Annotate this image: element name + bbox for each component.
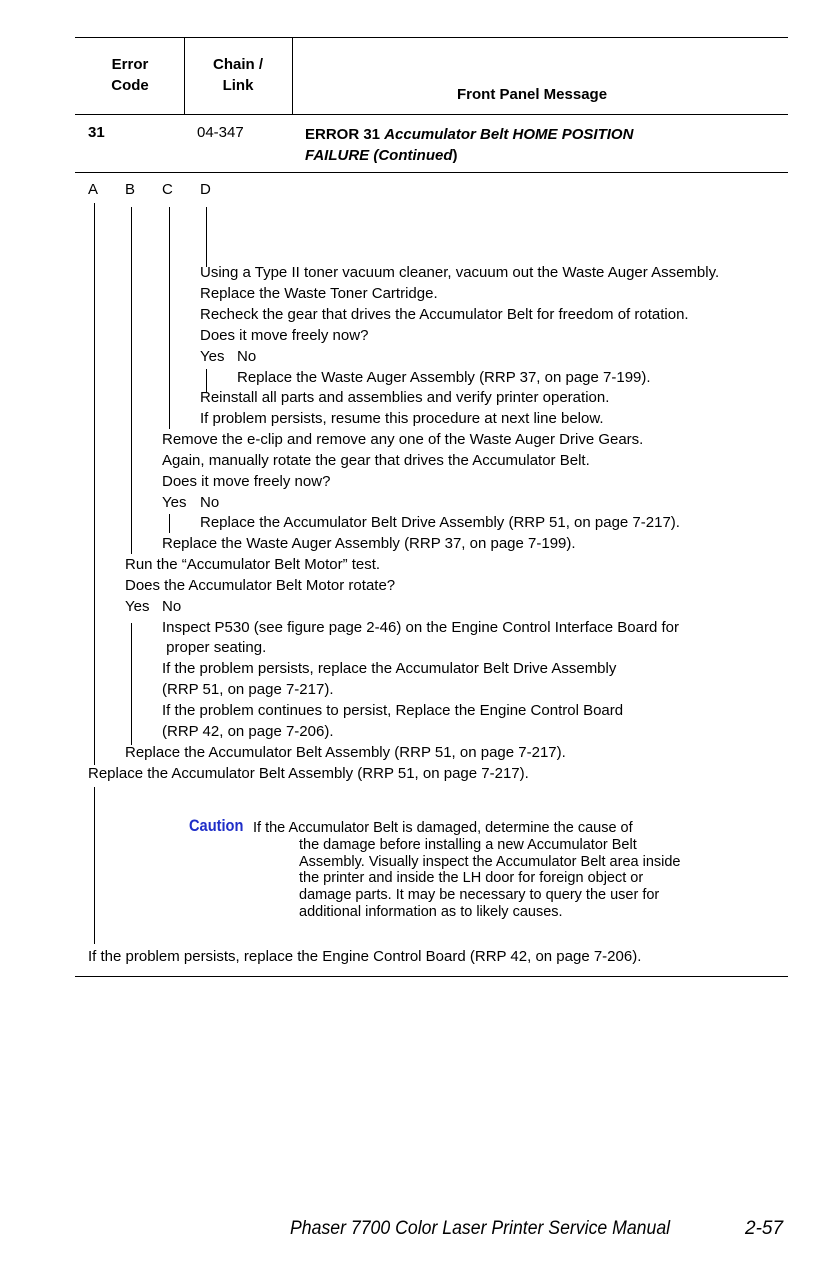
step-proper-seating: proper seating. <box>162 639 267 656</box>
front-panel-message <box>305 124 633 166</box>
step-replace-belt-drive-2: If the problem persists, replace the Accumulator Belt Drive Assembly <box>162 660 617 677</box>
step-question-move-freely-2: Does it move freely now? <box>162 473 331 490</box>
column-b: B <box>125 181 136 198</box>
header-divider-1 <box>184 37 185 114</box>
step-yes-3: Yes <box>125 598 150 615</box>
step-replace-engine-control-final: If the problem persists, replace the Engine Control Board (RRP 42, on page 7-206). <box>88 948 642 965</box>
step-rotate-gear: Again, manually rotate the gear that drives the Accumulator Belt. <box>162 452 590 469</box>
error-message-line1: Accumulator Belt HOME POSITION <box>384 126 634 143</box>
step-rrp-42-ref: (RRP 42, on page 7-206). <box>162 723 334 740</box>
step-question-motor-rotate: Does the Accumulator Belt Motor rotate? <box>125 577 396 594</box>
step-rrp-51-ref: (RRP 51, on page 7-217). <box>162 681 334 698</box>
step-remove-eclip: Remove the e-clip and remove any one of the Waste Auger Drive Gears. <box>162 431 644 448</box>
flow-line-b <box>131 207 132 554</box>
step-inspect-p530: Inspect P530 (see figure page 2-46) on the Engine Control Interface Board for <box>162 619 679 636</box>
header-error-code <box>90 54 170 96</box>
step-replace-waste-toner: Replace the Waste Toner Cartridge. <box>200 285 438 302</box>
header-divider-2 <box>292 37 293 114</box>
step-question-move-freely-1: Does it move freely now? <box>200 327 369 344</box>
column-d: D <box>200 181 211 198</box>
header-front-panel-message: Front Panel Message <box>457 86 608 103</box>
step-replace-waste-auger-1: Replace the Waste Auger Assembly (RRP 37, on page 7-199). <box>237 369 651 386</box>
header-link-label: Link <box>222 77 254 94</box>
flow-line-b2 <box>131 623 132 745</box>
table-top-rule <box>75 37 788 38</box>
step-no-3: No <box>162 598 182 615</box>
step-no-2: No <box>200 494 220 511</box>
column-a: A <box>88 181 99 198</box>
step-replace-engine-control-1: If the problem continues to persist, Replace the Engine Control Board <box>162 702 624 719</box>
step-replace-belt-assembly-1: Replace the Accumulator Belt Assembly (RRP 51, on page 7-217). <box>125 744 566 761</box>
footer-manual-title: Phaser 7700 Color Laser Printer Service Manual <box>290 1218 671 1239</box>
table-bottom-rule <box>75 976 788 977</box>
step-no-1: No <box>237 348 257 365</box>
step-run-motor-test: Run the “Accumulator Belt Motor” test. <box>125 556 381 573</box>
footer-page-number: 2-57 <box>745 1218 784 1239</box>
error-code-value: 31 <box>88 124 105 141</box>
step-yes-2: Yes <box>162 494 187 511</box>
column-c: C <box>162 181 173 198</box>
step-replace-belt-drive-1: Replace the Accumulator Belt Drive Assembly (RRP 51, on page 7-217). <box>200 514 680 531</box>
flow-line-c2 <box>169 514 170 533</box>
flow-line-d <box>206 207 207 267</box>
caution-label: Caution <box>189 816 244 835</box>
step-recheck-gear: Recheck the gear that drives the Accumulator Belt for freedom of rotation. <box>200 306 689 323</box>
header-chain-link <box>198 54 278 96</box>
error-message-line2-end: ) <box>452 147 458 164</box>
step-vacuum-waste-auger: Using a Type II toner vacuum cleaner, vacuum out the Waste Auger Assembly. <box>200 264 720 281</box>
header-code-label: Code <box>111 77 149 94</box>
flow-line-a2 <box>94 787 95 944</box>
step-yes-1: Yes <box>200 348 225 365</box>
chain-link-value: 04-347 <box>197 124 244 141</box>
flow-line-c <box>169 207 170 429</box>
header-chain-label: Chain / <box>212 56 263 73</box>
header-error-label: Error <box>111 56 149 73</box>
error-message-line2: FAILURE (Continued <box>305 147 453 164</box>
caution-body: the damage before installing a new Accumulator Belt Assembly. Visually inspect the Accumulator Belt area inside the printer and inside the LH door for foreign object or damage parts. It may be necessary to query the user for additional information as to likely causes. <box>299 836 681 920</box>
step-reinstall-parts: Reinstall all parts and assemblies and verify printer operation. <box>200 389 610 406</box>
step-replace-waste-auger-2: Replace the Waste Auger Assembly (RRP 37, on page 7-199). <box>162 535 576 552</box>
error-row-rule <box>75 172 788 173</box>
caution-first-line: If the Accumulator Belt is damaged, determine the cause of <box>253 820 633 836</box>
step-replace-belt-assembly-2: Replace the Accumulator Belt Assembly (RRP 51, on page 7-217). <box>88 765 529 782</box>
caution-text <box>253 820 693 921</box>
error-prefix: ERROR 31 <box>305 126 385 143</box>
header-bottom-rule <box>75 114 788 115</box>
step-resume-procedure: If problem persists, resume this procedure at next line below. <box>200 410 604 427</box>
flow-line-a <box>94 203 95 765</box>
